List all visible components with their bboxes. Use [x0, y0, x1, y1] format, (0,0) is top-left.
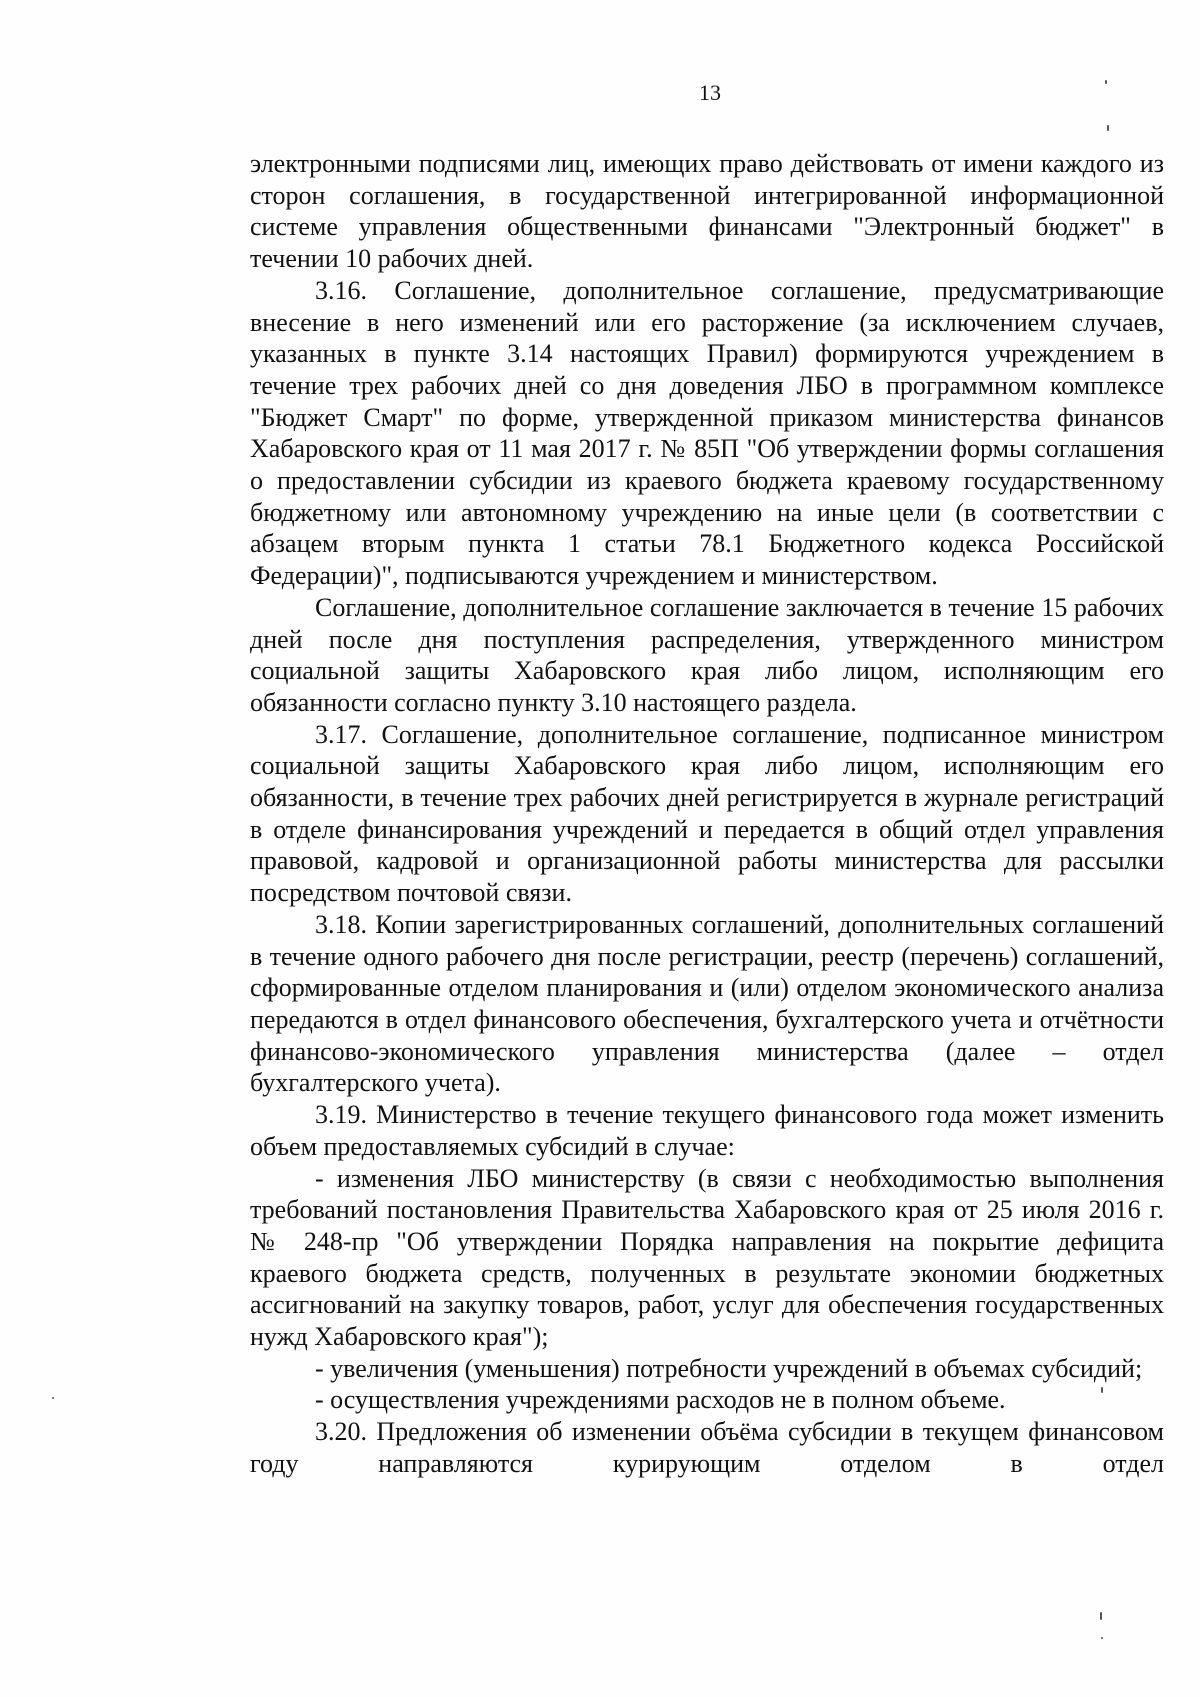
- scan-speck: [1101, 1637, 1103, 1639]
- list-item-partial-spending: - осуществления учреждениями расходов не в полном объеме.: [315, 1385, 1006, 1415]
- paragraph-agreement-term: Соглашение, дополнительное соглашение заключается в течение 15 рабочих дней после дня поступления распределения, утвержденного министром социальной защиты Хабаровского края либо лицом, исполняющим его обязанности согласно пункту 3.10 настоящего раздела.: [250, 592, 1164, 717]
- paragraph-intro-continuation: электронными подписями лиц, имеющих право действовать от имени каждого из сторон соглашения, в государственной интегрированной информационной системе управления общественными финансами "Электронный бюджет" в течении 10 рабочих дней.: [250, 149, 1164, 274]
- list-item-lbo-change: - изменения ЛБО министерству (в связи с необходимостью выполнения требований постановления Правительства Хабаровского края от 25 июля 2016 г. № 248-пр "Об утверждении Порядка направления на покрытие дефицита краевого бюджета средств, полученных в результате экономии бюджетных ассигнований на закупку товаров, работ, услуг для обеспечения государственных нужд Хабаровского края");: [250, 1163, 1164, 1352]
- scan-speck: [1105, 80, 1107, 84]
- paragraph-3-17: 3.17. Соглашение, дополнительное соглашение, подписанное министром социальной защиты Хабаровского края либо лицом, исполняющим его обязанности, в течение трех рабочих дней регистрируется в журнале регистраций в отделе финансирования учреждений и передается в общий отдел управления правовой, кадровой и организационной работы министерства для рассылки посредством почтовой связи.: [250, 719, 1164, 908]
- paragraph-3-16: 3.16. Соглашение, дополнительное соглашение, предусматривающие внесение в него изменений или его расторжение (за исключением случаев, указанных в пункте 3.14 настоящих Правил) формируются учреждением в течение трех рабочих дней со дня доведения ЛБО в программном комплексе "Бюджет Смарт" по форме, утвержденной приказом министерства финансов Хабаровского края от 11 мая 2017 г. № 85П "Об утверждении формы соглашения о предоставлении субсидии из краевого бюджета краевому государственному бюджетному или автономному учреждению на иные цели (в соответствии с абзацем вторым пункта 1 статьи 78.1 Бюджетного кодекса Российской Федерации)", подписываются учреждением и министерством.: [250, 275, 1164, 591]
- scan-speck: [52, 1397, 54, 1399]
- document-body: [250, 148, 1164, 1480]
- scan-speck: [1107, 125, 1109, 131]
- paragraph-3-20: 3.20. Предложения об изменении объёма субсидии в текущем финансовом году направляются курирующим отделом в отдел: [250, 1417, 1164, 1478]
- paragraph-3-19: 3.19. Министерство в течение текущего финансового года может изменить объем предоставляемых субсидий в случае:: [250, 1100, 1164, 1161]
- scan-speck: [1101, 1387, 1103, 1393]
- paragraph-3-18: 3.18. Копии зарегистрированных соглашений, дополнительных соглашений в течение одного рабочего дня после регистрации, реестр (перечень) соглашений, сформированные отделом планирования и (или) отделом экономического анализа передаются в отдел финансового обеспечения, бухгалтерского учета и отчётности финансово-экономического управления министерства (далее – отдел бухгалтерского учета).: [250, 909, 1164, 1098]
- page-number: 13: [699, 80, 721, 105]
- scan-speck: [1100, 1612, 1102, 1620]
- list-item-demand-change: - увеличения (уменьшения) потребности учреждений в объемах субсидий;: [315, 1353, 1143, 1383]
